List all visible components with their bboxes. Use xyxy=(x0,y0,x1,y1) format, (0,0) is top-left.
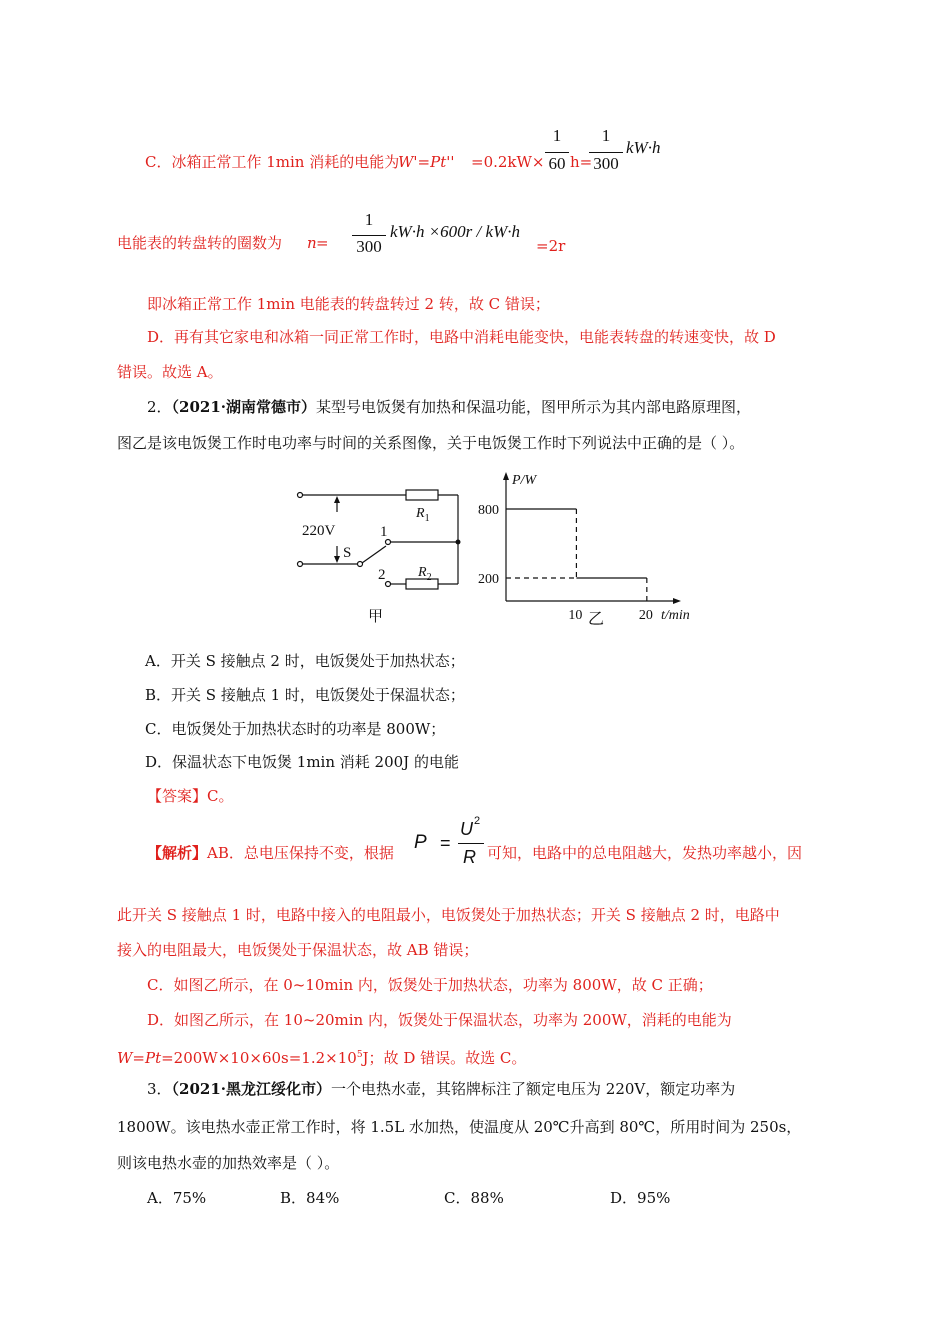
fraction-numerator: 1 xyxy=(601,126,611,145)
contact-1-label: 1 xyxy=(380,524,388,540)
r1-label: $R_1$ xyxy=(416,506,430,524)
analysis-ab: AB．总电压保持不变，根据 xyxy=(207,844,394,862)
fraction-denominator: 60 xyxy=(548,154,566,173)
r2-label: $R_2$ xyxy=(418,565,432,583)
switch-label: S xyxy=(343,545,352,561)
solution-c2-prefix: 电能表的转盘转的圈数为 xyxy=(117,234,283,252)
q3-option-d: D．95% xyxy=(610,1189,671,1207)
formula-exponent: 2 xyxy=(474,815,481,827)
question-3-line3: 则该电热水壶的加热效率是（ ）。 xyxy=(117,1154,340,1172)
y-tick-label: 800 xyxy=(478,503,499,518)
solution-c-value: =0.2kW× xyxy=(471,153,545,171)
formula-p: P xyxy=(414,832,427,853)
formula-r: R xyxy=(463,847,476,867)
y-axis-arrow xyxy=(503,472,509,480)
fraction-numerator: 1 xyxy=(364,210,374,229)
circuit-caption: 甲 xyxy=(368,609,384,625)
chart-caption: 乙 xyxy=(588,611,605,628)
q3-option-b: B．84% xyxy=(280,1189,340,1207)
option-c: C．电饭煲处于加热状态时的功率是 800W； xyxy=(145,720,446,738)
analysis-d1: D．如图乙所示，在 10~20min 内，饭煲处于保温状态，功率为 200W，消耗的电能为 xyxy=(147,1011,732,1029)
analysis-d2-end: J；故 D 错误。故选 C。 xyxy=(362,1049,527,1067)
question-number: 3． xyxy=(147,1080,172,1098)
fraction-numerator: 1 xyxy=(552,126,562,145)
question-2-line2: 图乙是该电饭煲工作时电功率与时间的关系图像，关于电饭煲工作时下列说法中正确的是（ ）。 xyxy=(117,434,745,452)
solution-c-formula: W'=Pt'' xyxy=(398,153,455,171)
analysis-d2 xyxy=(117,1045,526,1068)
x-axis-label: t/min xyxy=(661,608,690,623)
option-a: A．开关 S 接触点 2 时，电饭煲处于加热状态； xyxy=(145,652,465,670)
answer-label: 【答案】C。 xyxy=(147,787,234,805)
solution-c-conclusion: 即冰箱正常工作 1min 电能表的转盘转过 2 转，故 C 错误； xyxy=(147,295,550,313)
option-d: D．保温状态下电饭煲 1min 消耗 200J 的电能 xyxy=(145,753,459,771)
analysis-d2-formula: W=Pt xyxy=(117,1049,162,1067)
analysis-d2-exponent: 5 xyxy=(356,1050,363,1060)
question-2-line1 xyxy=(147,397,751,417)
analysis-ab-rest: 可知，电路中的总电阻越大，发热功率越小，因 xyxy=(487,844,803,862)
solution-c-prefix: C．冰箱正常工作 1min 消耗的电能为 xyxy=(145,153,400,171)
unit-kwh: kW·h xyxy=(626,138,661,157)
fraction-denominator: 300 xyxy=(593,154,619,173)
analysis-label: 【解析】 xyxy=(147,844,208,862)
unit-expression: kW·h ×600r / kW·h xyxy=(390,222,520,241)
analysis-d2-value: =200W×10×60s=1.2×10 xyxy=(161,1049,357,1067)
question-3-line1 xyxy=(147,1079,735,1099)
solution-c2-eq: = xyxy=(316,234,329,252)
q3-option-c: C．88% xyxy=(444,1189,504,1207)
x-tick-label: 20 xyxy=(638,608,653,623)
question-text: 一个电热水壶，其铭牌标注了额定电压为 220V，额定功率为 xyxy=(331,1080,736,1098)
solution-c2-var: n xyxy=(307,234,317,252)
y-axis-label: P/W xyxy=(512,473,537,488)
question-text: 某型号电饭煲有加热和保温功能，图甲所示为其内部电路原理图， xyxy=(316,398,752,416)
circuit-diagram xyxy=(290,484,490,634)
analysis-line2: 此开关 S 接触点 1 时，电路中接入的电阻最小，电饭煲处于加热状态；开关 S 接触点 2 时，电路中 xyxy=(117,906,780,924)
formula-u: U xyxy=(460,819,473,839)
solution-d-line2: 错误。故选 A。 xyxy=(117,363,223,381)
contact-2-label: 2 xyxy=(378,567,386,583)
question-3-line2: 1800W。该电热水壶正常工作时，将 1.5L 水加热，使温度从 20℃升高到 80℃，所用时间为 250s， xyxy=(117,1118,802,1136)
y-tick-label: 200 xyxy=(478,572,499,587)
formula-fraction xyxy=(458,817,484,873)
option-b: B．开关 S 接触点 1 时，电饭煲处于保温状态； xyxy=(145,686,465,704)
formula-equals: = xyxy=(440,833,451,853)
fraction-denominator: 300 xyxy=(356,237,382,256)
solution-c2-result: =2r xyxy=(536,237,566,255)
voltage-label: 220V xyxy=(302,523,336,539)
x-tick-label: 10 xyxy=(568,608,583,623)
x-axis-arrow xyxy=(673,598,681,604)
question-source: （2021·湖南常德市） xyxy=(171,398,317,416)
power-time-chart xyxy=(470,468,690,628)
question-source: （2021·黑龙江绥化市） xyxy=(171,1080,332,1098)
q3-option-a: A．75% xyxy=(147,1189,207,1207)
solution-d-line1: D．再有其它家电和冰箱一同正常工作时，电路中消耗电能变快，电能表转盘的转速变快，故 D xyxy=(147,328,776,346)
analysis-line3: 接入的电阻最大，电饭煲处于保温状态，故 AB 错误； xyxy=(117,941,479,959)
solution-c-heq: h= xyxy=(570,153,593,171)
question-number: 2． xyxy=(147,398,172,416)
analysis-c: C．如图乙所示，在 0~10min 内，饭煲处于加热状态，功率为 800W，故 C 正确； xyxy=(147,976,713,994)
